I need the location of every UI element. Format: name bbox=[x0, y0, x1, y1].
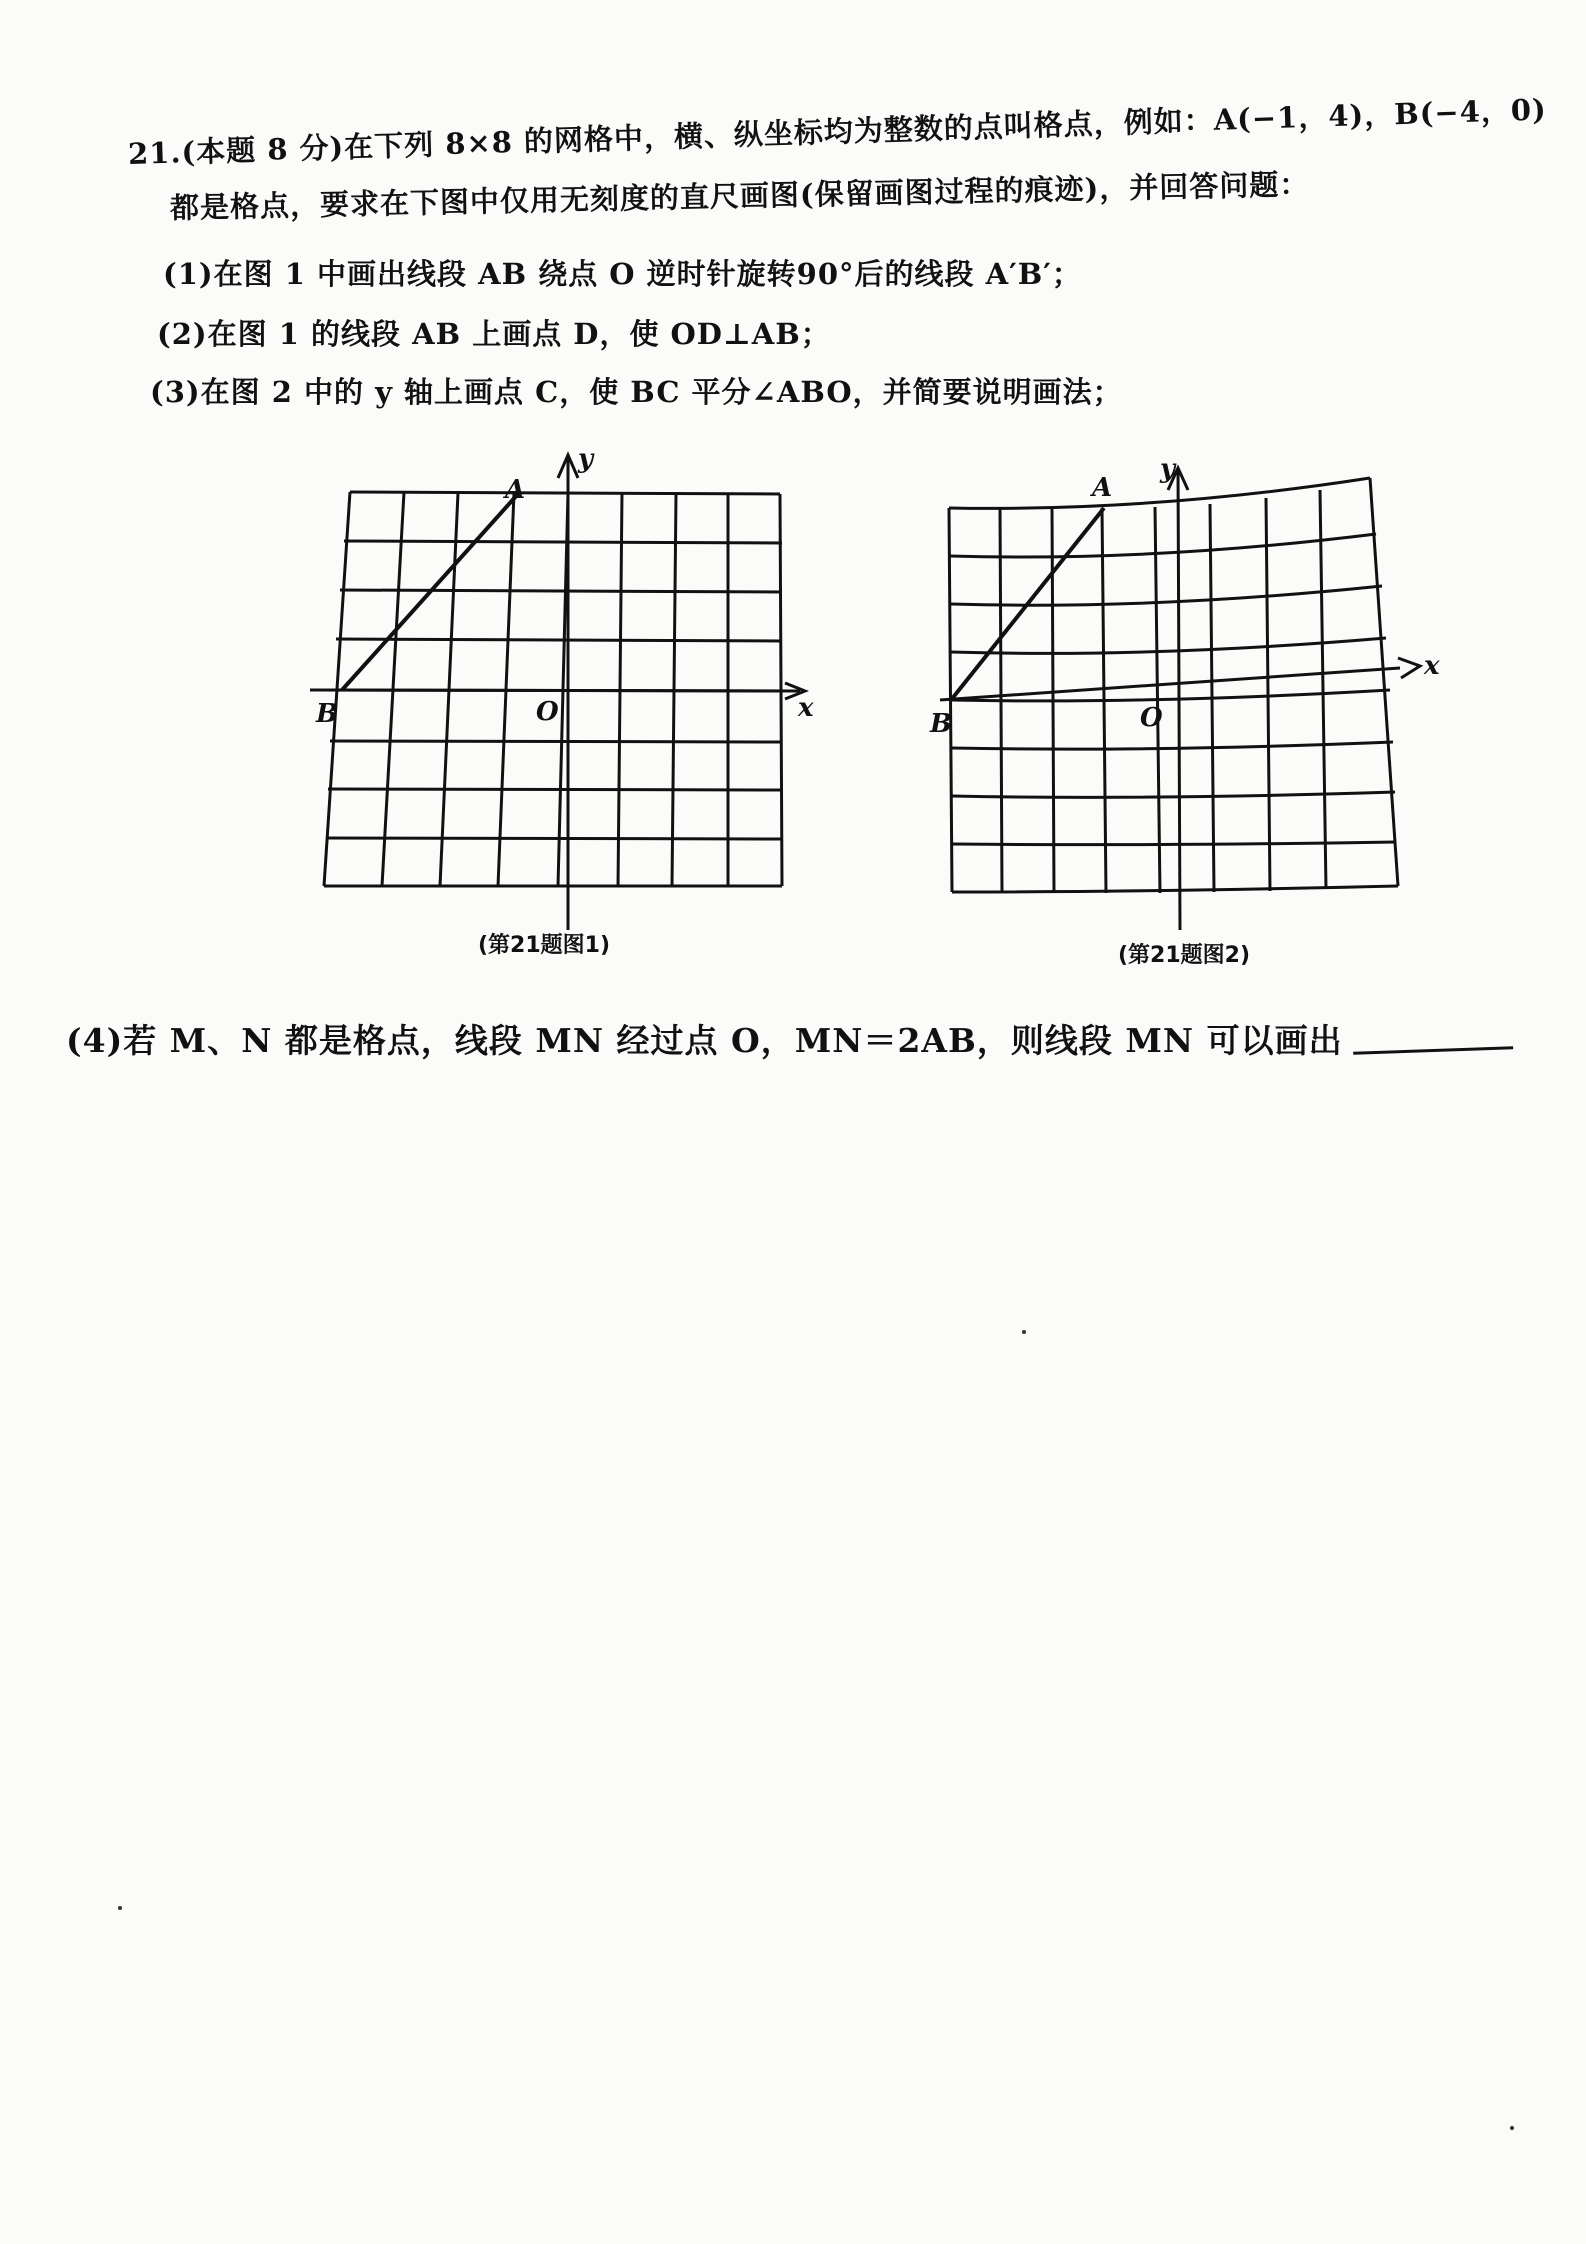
fig2-caption: (第21题图2) bbox=[1118, 943, 1251, 968]
paper-speck bbox=[1022, 1330, 1026, 1334]
paper-speck bbox=[1510, 2126, 1514, 2130]
fig2-label-A: A bbox=[1092, 473, 1113, 503]
fig2-label-x: x bbox=[1424, 651, 1440, 681]
figure-2 bbox=[0, 0, 1586, 1000]
fig1-label-B: B bbox=[316, 699, 338, 729]
part-2: (2)在图 1 的线段 AB 上画点 D，使 OD⊥AB； bbox=[157, 317, 831, 351]
question-continuation: 都是格点，要求在下图中仅用无刻度的直尺画图(保留画图过程的痕迹)，并回答问题： bbox=[169, 167, 1310, 225]
question-header: 21.(本题 8 分)在下列 8×8 的网格中，横、纵坐标均为整数的点叫格点，例如：A(−1，4)，B(−4，0) bbox=[127, 92, 1548, 171]
fig1-label-O: O bbox=[536, 697, 559, 727]
fig1-caption: (第21题图1) bbox=[478, 933, 611, 958]
figure-2-grid-svg bbox=[0, 0, 1586, 1000]
fig2-label-B: B bbox=[930, 709, 952, 739]
figure-2-grid bbox=[940, 468, 1420, 930]
answer-blank bbox=[1352, 1036, 1512, 1055]
part-3: (3)在图 2 中的 y 轴上画点 C，使 BC 平分∠ABO，并简要说明画法； bbox=[150, 375, 1123, 409]
part-4 bbox=[66, 1015, 1513, 1062]
fig1-label-x: x bbox=[798, 693, 814, 723]
part-4-text: (4)若 M、N 都是格点，线段 MN 经过点 O，MN＝2AB，则线段 MN 可以画出 bbox=[66, 1021, 1343, 1060]
paper-speck bbox=[118, 1906, 122, 1910]
fig2-label-y: y bbox=[1160, 454, 1176, 484]
fig1-label-y: y bbox=[578, 444, 594, 474]
part-1: (1)在图 1 中画出线段 AB 绕点 O 逆时针旋转90°后的线段 A′B′； bbox=[163, 257, 1082, 291]
fig1-label-A: A bbox=[505, 475, 526, 505]
fig2-label-O: O bbox=[1140, 703, 1163, 733]
